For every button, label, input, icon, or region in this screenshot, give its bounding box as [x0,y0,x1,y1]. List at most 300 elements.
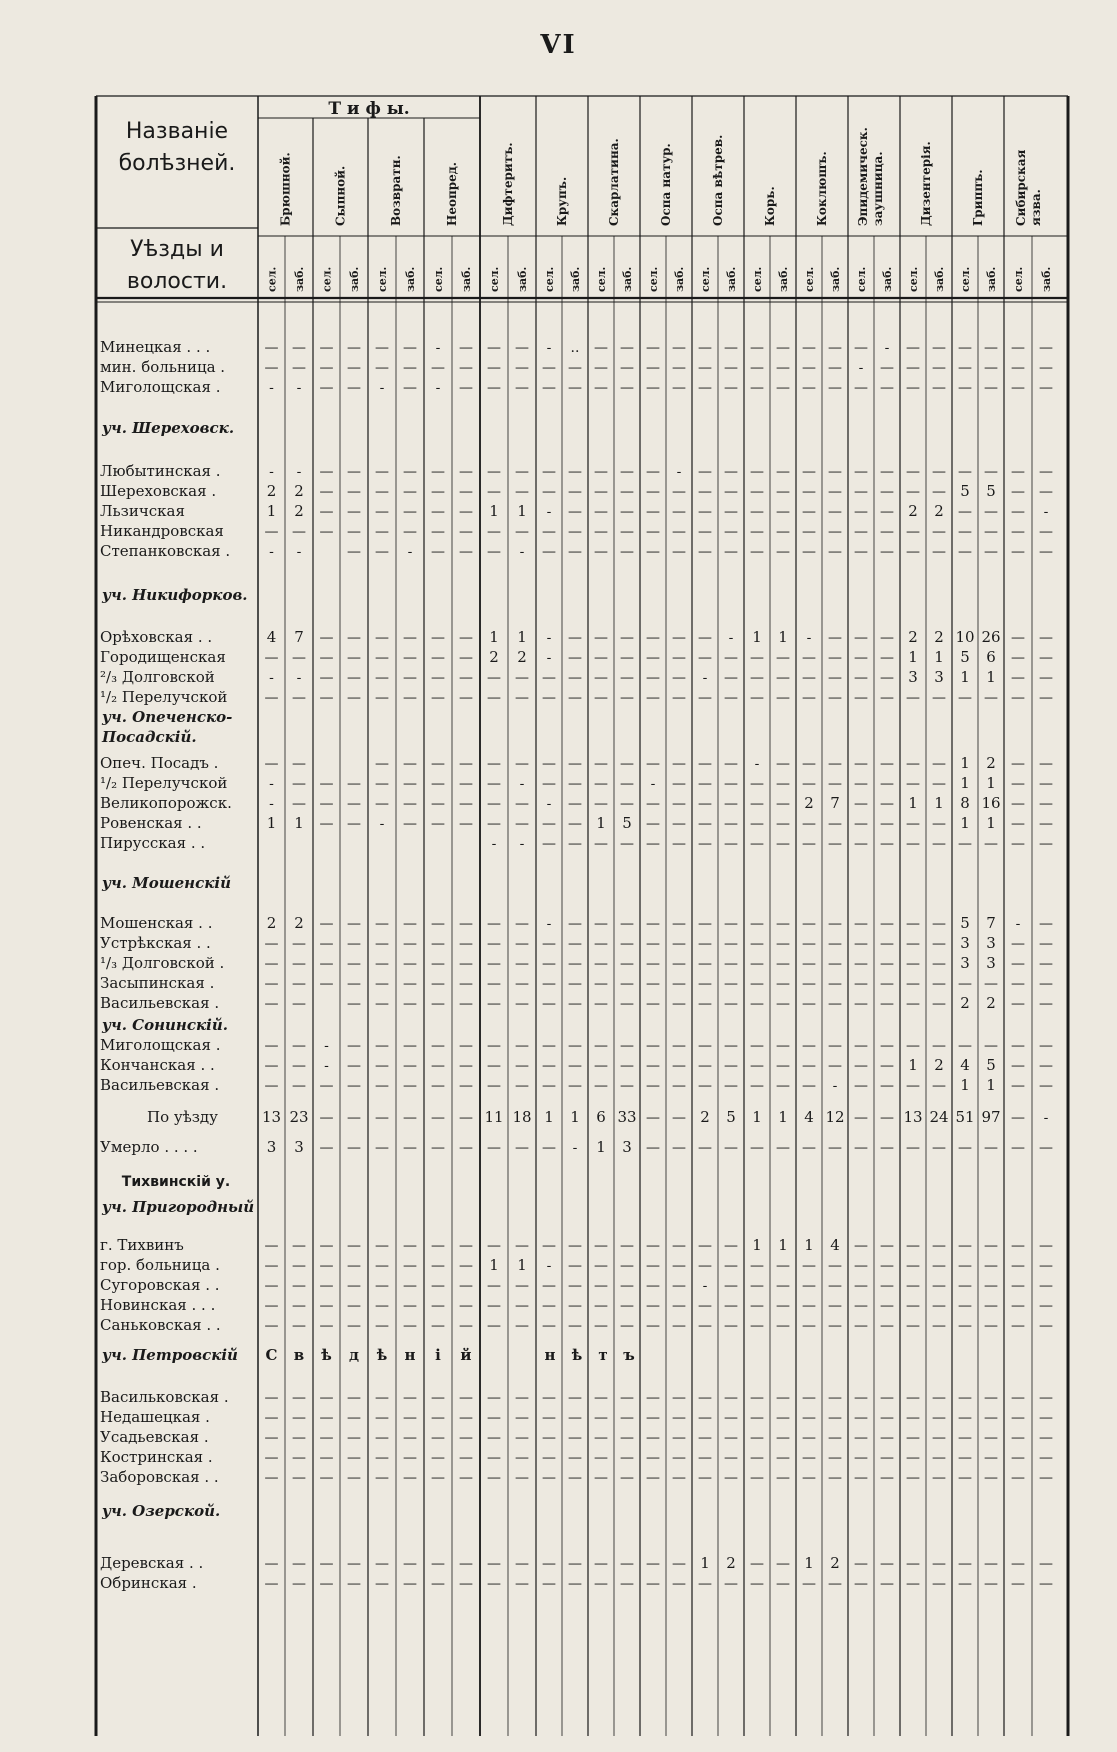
dash-cell: — [854,670,868,686]
dash-cell: — [750,544,764,560]
dash-cell: — [1039,1390,1053,1406]
dash-cell: — [672,1038,686,1054]
dash-cell: — [672,956,686,972]
dash-cell: - [546,916,552,932]
dash-cell: — [1039,916,1053,932]
data-value: 16 [981,794,1001,812]
dash-cell: — [750,1450,764,1466]
dash-cell: — [672,836,686,852]
dash-cell: — [459,340,473,356]
dash-cell: — [347,1258,361,1274]
dash-cell: — [319,484,334,500]
dash-cell: — [646,1298,660,1314]
dash-cell: — [854,380,868,396]
dash-cell: - [1043,504,1049,520]
dash-cell: — [515,756,529,772]
dash-cell: — [984,1430,998,1446]
dash-cell: - [269,670,274,686]
dash-cell: — [880,956,894,972]
dash-cell: — [906,1430,920,1446]
dash-cell: — [403,936,417,952]
sub-label-zab: заб. [569,266,582,292]
data-value: 3 [294,1138,304,1156]
dash-cell: — [776,544,790,560]
row-name: Обринская . [100,1574,197,1592]
dash-cell: — [431,956,445,972]
dash-cell: — [750,670,764,686]
dash-cell: — [646,816,660,832]
dash-cell: — [403,524,417,540]
data-value: 3 [908,668,918,686]
dash-cell: — [646,936,660,952]
data-value: 1 [908,1056,918,1074]
dash-cell: — [906,1038,920,1054]
dash-cell: — [880,504,894,520]
dash-cell: — [828,996,842,1012]
dash-cell: — [347,1110,361,1126]
dash-cell: — [515,816,529,832]
dash-cell: — [568,976,582,992]
sub-label-zab: заб. [621,266,634,292]
dash-cell: — [698,816,712,832]
dash-cell: — [958,1278,972,1294]
dash-cell: — [698,464,712,480]
dash-cell: — [880,464,894,480]
dash-cell: — [750,464,764,480]
section-label: уч. Никифорков. [102,586,248,604]
dash-cell: — [932,1470,946,1486]
dash-cell: — [750,380,764,396]
dash-cell: — [542,690,556,706]
dash-cell: — [776,690,790,706]
dash-cell: - [269,796,274,812]
dash-cell: — [487,1038,501,1054]
dash-cell: — [854,1390,868,1406]
dash-cell: — [347,1318,361,1334]
dash-cell: — [828,956,842,972]
dash-cell: — [403,1556,417,1572]
dash-cell: — [542,464,556,480]
dash-cell: — [319,1430,334,1446]
dash-cell: — [292,1318,306,1334]
dash-cell: — [698,360,712,376]
data-value: 2 [986,994,996,1012]
dash-cell: — [347,916,361,932]
dash-cell: — [542,1298,556,1314]
dash-cell: — [568,504,582,520]
dash-cell: — [854,484,868,500]
disease-header: Дизентерія. [919,141,933,226]
dash-cell: — [646,756,660,772]
dash-cell: — [431,1470,445,1486]
dash-cell: — [646,1576,660,1592]
dash-cell: — [459,504,473,520]
dash-cell: — [958,1258,972,1274]
dash-cell: — [750,1140,764,1156]
dash-cell: — [828,836,842,852]
dash-cell: — [1011,836,1025,852]
dash-cell: — [487,756,501,772]
note-char: й [460,1346,472,1364]
dash-cell: — [854,1576,868,1592]
disease-header: Гриппъ. [971,169,985,226]
dash-cell: — [646,1078,660,1094]
dash-cell: — [542,1576,556,1592]
note-char: С [265,1346,278,1364]
data-value: 2 [266,914,277,932]
dash-cell: — [776,1278,790,1294]
dash-cell: — [958,1318,972,1334]
dash-cell: — [828,464,842,480]
dash-cell: — [828,1258,842,1274]
note-char: в [293,1346,305,1364]
dash-cell: — [880,1038,894,1054]
dash-cell: — [828,816,842,832]
dash-cell: — [802,1038,816,1054]
dash-cell: — [594,936,608,952]
dash-cell: — [319,816,334,832]
dash-cell: — [854,816,868,832]
dash-cell: — [698,1470,712,1486]
dash-cell: — [646,504,660,520]
dash-cell: — [515,670,529,686]
dash-cell: — [431,1238,445,1254]
dash-cell: — [515,1450,529,1466]
section-label: уч. Мошенскій [102,874,231,892]
dash-cell: — [802,650,816,666]
dash-cell: — [958,1470,972,1486]
dash-cell: — [672,524,686,540]
dash-cell: — [646,524,660,540]
row-name: Недашецкая . [100,1408,210,1426]
dash-cell: — [750,484,764,500]
dash-cell: — [319,690,334,706]
dash-cell: - [832,1078,838,1094]
dash-cell: — [459,1470,473,1486]
dash-cell: — [828,1576,842,1592]
sub-label-zab: заб. [293,266,306,292]
dash-cell: — [698,544,712,560]
dash-cell: — [672,690,686,706]
dash-cell: — [347,524,361,540]
dash-cell: — [698,976,712,992]
dash-cell: — [620,504,634,520]
dash-cell: - [546,340,552,356]
dash-cell: — [1039,544,1053,560]
dash-cell: — [403,1278,417,1294]
data-value: 3 [622,1138,632,1156]
dash-cell: - [702,1278,708,1294]
dash-cell: — [515,796,529,812]
dash-cell: — [828,756,842,772]
dash-cell: — [776,1038,790,1054]
dash-cell: — [347,1576,361,1592]
dash-cell: — [347,340,361,356]
dash-cell: — [620,1278,634,1294]
row-name: Опеч. Посадъ . [100,754,219,772]
dash-cell: — [698,1298,712,1314]
row-name: Ровенская . . [100,814,202,832]
dash-cell: — [264,956,279,972]
dash-cell: — [802,360,816,376]
dash-cell: — [1011,1058,1025,1074]
dash-cell: — [854,976,868,992]
dash-cell: - [435,380,441,396]
dash-cell: — [594,836,608,852]
dash-cell: — [698,1038,712,1054]
dash-cell: — [724,1078,738,1094]
dash-cell: — [802,1278,816,1294]
dash-cell: — [459,380,473,396]
dash-cell: — [932,1278,946,1294]
dash-cell: — [347,936,361,952]
dash-cell: — [487,1576,501,1592]
data-value: 1 [700,1554,710,1572]
dash-cell: — [880,1140,894,1156]
dash-cell: — [932,1576,946,1592]
dash-cell: — [1011,504,1025,520]
dash-cell: - [572,1140,578,1156]
dash-cell: — [854,504,868,520]
dash-cell: — [487,1556,501,1572]
dash-cell: — [459,1278,473,1294]
dash-cell: — [568,996,582,1012]
dash-cell: — [750,936,764,952]
dash-cell: — [620,1258,634,1274]
row-name: Степанковская . [100,542,231,560]
section-label: уч. Шереховск. [102,419,235,437]
dash-cell: — [1011,1298,1025,1314]
dash-cell: — [459,360,473,376]
dash-cell: - [491,836,497,852]
dash-cell: — [542,1556,556,1572]
row-name: Сугоровская . . [100,1276,220,1294]
dash-cell: — [828,1410,842,1426]
dash-cell: — [776,976,790,992]
dash-cell: — [319,464,334,480]
data-value: 2 [830,1554,840,1572]
dash-cell: — [515,1038,529,1054]
dash-cell: — [1011,484,1025,500]
dash-cell: — [594,484,608,500]
dash-cell: — [854,630,868,646]
data-value: 13 [261,1108,282,1126]
data-value: 1 [960,668,970,686]
dash-cell: — [932,1318,946,1334]
dash-cell: — [347,504,361,520]
sub-label-sel: сел. [647,266,660,292]
dash-cell: — [932,1298,946,1314]
dash-cell: — [1011,630,1025,646]
dash-cell: — [958,1410,972,1426]
dash-cell: — [880,816,894,832]
dash-cell: — [264,756,279,772]
data-value: 1 [489,628,499,646]
data-value: 1 [596,814,606,832]
dash-cell: — [515,1556,529,1572]
sub-label-zab: заб. [881,266,894,292]
dash-cell: — [347,484,361,500]
dash-cell: — [776,776,790,792]
dash-cell: — [515,524,529,540]
dash-cell: — [906,1556,920,1572]
dash-cell: — [828,1278,842,1294]
data-value: 1 [804,1236,814,1254]
dash-cell: — [750,956,764,972]
dash-cell: — [1039,484,1053,500]
dash-cell: — [620,1430,634,1446]
dash-cell: — [880,776,894,792]
dash-cell: — [568,916,582,932]
dash-cell: — [672,1140,686,1156]
dash-cell: — [620,936,634,952]
dash-cell: — [1011,340,1025,356]
dash-cell: — [750,1298,764,1314]
dash-cell: — [802,1318,816,1334]
dash-cell: — [776,650,790,666]
dash-cell: — [1039,1238,1053,1254]
dash-cell: — [984,544,998,560]
dash-cell: — [594,776,608,792]
disease-header: Оспа натур. [659,143,673,226]
dash-cell: — [375,936,389,952]
dash-cell: — [1011,756,1025,772]
dash-cell: — [594,1038,608,1054]
dash-cell: — [828,776,842,792]
dash-cell: — [431,1078,445,1094]
dash-cell: — [431,1110,445,1126]
dash-cell: — [958,464,972,480]
dash-cell: — [487,956,501,972]
dash-cell: — [292,690,306,706]
dash-cell: — [568,544,582,560]
dash-cell: — [802,756,816,772]
dash-cell: — [776,1470,790,1486]
dash-cell: — [568,670,582,686]
dash-cell: — [932,464,946,480]
dash-cell: — [984,1556,998,1572]
dash-cell: — [319,1238,334,1254]
dash-cell: — [828,1058,842,1074]
dash-cell: — [375,464,389,480]
dash-cell: — [431,1410,445,1426]
dash-cell: — [906,756,920,772]
dash-cell: - [728,630,734,646]
dash-cell: — [906,1318,920,1334]
dash-cell: — [292,956,306,972]
dash-cell: — [646,1140,660,1156]
dash-cell: — [854,916,868,932]
dash-cell: — [542,1278,556,1294]
data-value: 1 [570,1108,580,1126]
dash-cell: — [1011,690,1025,706]
dash-cell: — [594,1078,608,1094]
dash-cell: — [854,1470,868,1486]
dash-cell: — [672,340,686,356]
dash-cell: — [568,380,582,396]
dash-cell: — [375,1450,389,1466]
dash-cell: — [542,1140,556,1156]
row-name: Миголощская . [100,1036,221,1054]
sub-label-sel: сел. [265,266,279,292]
dash-cell: - [379,816,385,832]
dash-cell: — [672,360,686,376]
dash-cell: — [906,1278,920,1294]
dash-cell: — [403,464,417,480]
dash-cell: — [854,776,868,792]
dash-cell: - [269,464,274,480]
row-name: ²/₃ Долговской [100,668,215,686]
dash-cell: — [542,360,556,376]
dash-cell: — [828,504,842,520]
dash-cell: — [1011,956,1025,972]
dash-cell: - [379,380,385,396]
dash-cell: — [1039,936,1053,952]
dash-cell: — [375,1140,389,1156]
dash-cell: — [984,1258,998,1274]
data-value: 2 [266,482,277,500]
dash-cell: — [906,380,920,396]
dash-cell: - [1015,916,1021,932]
dash-cell: — [459,996,473,1012]
sub-label-zab: заб. [933,266,946,292]
dash-cell: — [1039,340,1053,356]
dash-cell: — [854,1298,868,1314]
dash-cell: — [1011,1078,1025,1094]
dash-cell: — [620,1390,634,1406]
dash-cell: — [431,976,445,992]
dash-cell: — [802,1058,816,1074]
dash-cell: — [984,360,998,376]
dash-cell: — [319,1450,334,1466]
dash-cell: — [515,1058,529,1074]
dash-cell: — [646,1318,660,1334]
dash-cell: — [1039,1298,1053,1314]
dash-cell: — [542,1470,556,1486]
data-value: 5 [726,1108,736,1126]
dash-cell: - [269,544,274,560]
dash-cell: — [1039,1078,1053,1094]
dash-cell: — [1011,360,1025,376]
dash-cell: — [264,996,279,1012]
dash-cell: — [1039,380,1053,396]
dash-cell: - [519,776,525,792]
row-name: Мошенская . . [100,914,213,932]
dash-cell: — [802,1258,816,1274]
dash-cell: — [724,956,738,972]
data-value: 4 [266,628,277,646]
dash-cell: — [984,1450,998,1466]
data-value: 2 [489,648,499,666]
row-name: г. Тихвинъ [100,1236,184,1254]
data-value: 5 [960,482,970,500]
dash-cell: — [1011,380,1025,396]
dash-cell: — [403,796,417,812]
dash-cell: — [958,1576,972,1592]
dash-cell: — [487,976,501,992]
dash-cell: — [594,1238,608,1254]
dash-cell: — [459,936,473,952]
dash-cell: — [854,1450,868,1466]
dash-cell: — [880,1110,894,1126]
dash-cell: — [620,360,634,376]
sub-label-sel: сел. [907,266,920,292]
data-value: 3 [960,954,970,972]
dash-cell: — [459,464,473,480]
dash-cell: — [854,936,868,952]
dash-cell: — [487,816,501,832]
dash-cell: — [375,670,389,686]
